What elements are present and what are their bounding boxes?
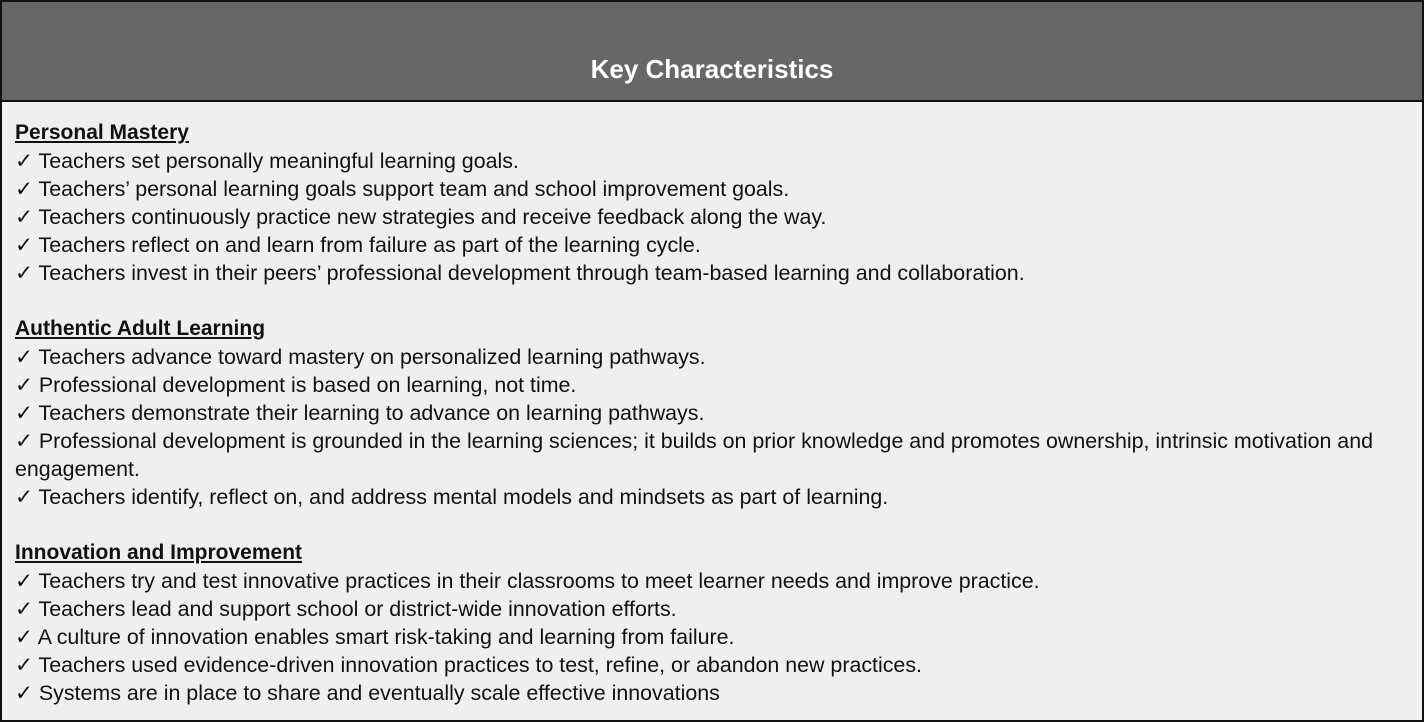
checkmark-icon: ✓	[15, 373, 33, 397]
checkmark-icon: ✓	[15, 177, 33, 201]
item-text: Teachers continuously practice new strategies and receive feedback along the way.	[38, 205, 827, 229]
list-item	[15, 231, 1410, 259]
checkmark-icon: ✓	[15, 653, 33, 677]
checkmark-icon: ✓	[15, 345, 33, 369]
checkmark-icon: ✓	[15, 429, 33, 453]
list-item	[15, 259, 1410, 287]
list-item	[15, 679, 1410, 707]
checkmark-icon: ✓	[15, 569, 33, 593]
section-title: Innovation and Improvement	[15, 541, 303, 564]
item-text: Teachers invest in their peers’ professional development through team-based learning and collaboration.	[38, 261, 1025, 285]
table-title: Key Characteristics	[590, 54, 834, 84]
section-title: Authentic Adult Learning	[15, 317, 266, 340]
checklist	[15, 147, 1410, 287]
checkmark-icon: ✓	[15, 233, 33, 257]
list-item	[15, 399, 1410, 427]
list-item	[15, 651, 1410, 679]
list-item	[15, 567, 1410, 595]
table-body	[2, 102, 1422, 707]
list-item	[15, 371, 1410, 399]
checkmark-icon: ✓	[15, 149, 33, 173]
checkmark-icon: ✓	[15, 401, 33, 425]
section-authentic-adult-learning	[15, 315, 1410, 511]
list-item	[15, 427, 1410, 483]
item-text: Teachers demonstrate their learning to advance on learning pathways.	[38, 401, 705, 425]
item-text: Teachers used evidence-driven innovation practices to test, refine, or abandon new practices.	[38, 653, 922, 677]
checkmark-icon: ✓	[15, 625, 33, 649]
section-title: Personal Mastery	[15, 121, 189, 144]
item-text: Teachers reflect on and learn from failure as part of the learning cycle.	[38, 233, 701, 257]
item-text: A culture of innovation enables smart risk-taking and learning from failure.	[37, 625, 735, 649]
item-text: Teachers lead and support school or district-wide innovation efforts.	[38, 597, 677, 621]
item-text: Systems are in place to share and eventually scale effective innovations	[38, 681, 720, 705]
list-item	[15, 343, 1410, 371]
item-text: Professional development is based on learning, not time.	[38, 373, 577, 397]
table-header	[2, 2, 1422, 102]
section-personal-mastery	[15, 119, 1410, 287]
checkmark-icon: ✓	[15, 261, 33, 285]
list-item	[15, 203, 1410, 231]
list-item	[15, 147, 1410, 175]
checkmark-icon: ✓	[15, 205, 33, 229]
item-text: Teachers advance toward mastery on personalized learning pathways.	[38, 345, 706, 369]
item-text: Professional development is grounded in the learning sciences; it builds on prior knowledge and promotes ownership, intrinsic motivation and engagement.	[15, 429, 1373, 481]
section-innovation-and-improvement	[15, 539, 1410, 707]
list-item	[15, 595, 1410, 623]
item-text: Teachers set personally meaningful learning goals.	[38, 149, 519, 173]
list-item	[15, 483, 1410, 511]
checklist	[15, 343, 1410, 511]
list-item	[15, 623, 1410, 651]
checkmark-icon: ✓	[15, 597, 33, 621]
item-text: Teachers try and test innovative practices in their classrooms to meet learner needs and improve practice.	[38, 569, 1040, 593]
checklist	[15, 567, 1410, 707]
item-text: Teachers identify, reflect on, and address mental models and mindsets as part of learning.	[38, 485, 889, 509]
item-text: Teachers’ personal learning goals support team and school improvement goals.	[38, 177, 790, 201]
checkmark-icon: ✓	[15, 485, 33, 509]
list-item	[15, 175, 1410, 203]
checkmark-icon: ✓	[15, 681, 33, 705]
